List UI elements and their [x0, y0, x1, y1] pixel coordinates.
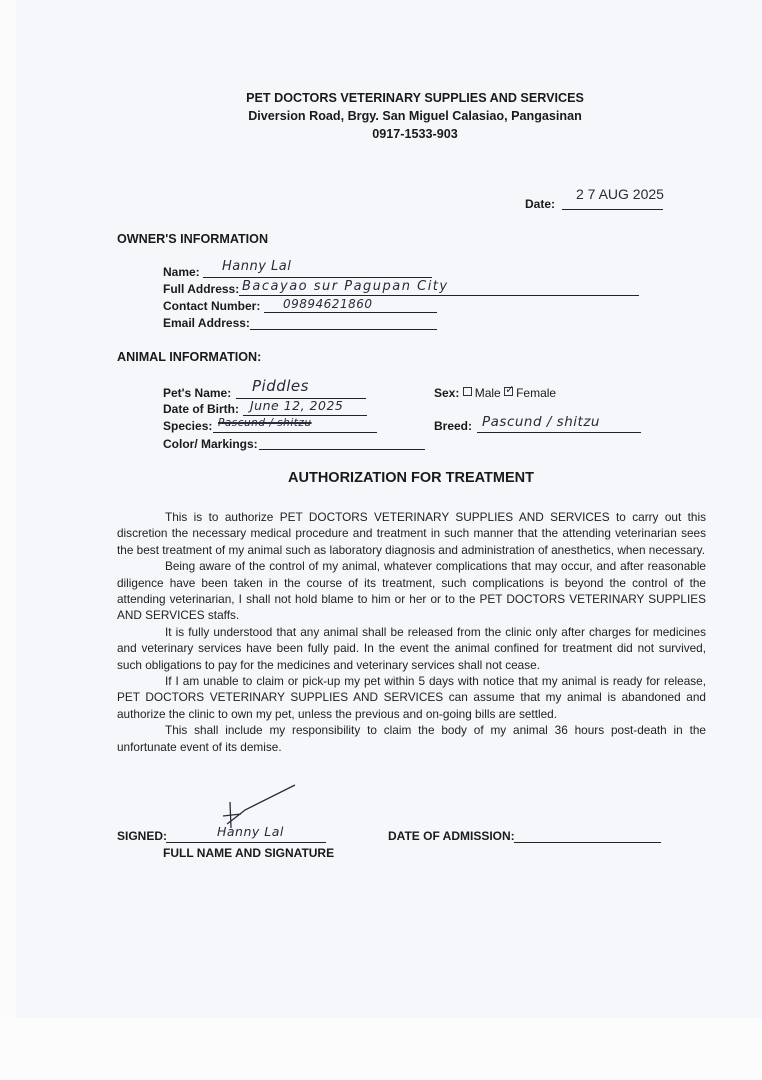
authorization-paragraph: This is to authorize PET DOCTORS VETERINARY SUPPLIES AND SERVICES to carry out this discretion the necessary medical procedure and treatment in such manner that the attending veterinarian sees the best treatment of my animal such as laboratory diagnosis and administration of anesthetics, when necessary.: [117, 510, 706, 557]
email-address-label: Email Address:: [163, 316, 250, 330]
pet-name-label: Pet's Name:: [163, 386, 232, 400]
date-field[interactable]: 2 7 AUG 2025: [576, 186, 664, 202]
full-address-line: [239, 295, 639, 296]
owner-name-field[interactable]: Hanny Lal: [222, 259, 292, 274]
dob-line: [243, 415, 367, 416]
date-label: Date:: [525, 197, 556, 211]
authorization-title: AUTHORIZATION FOR TREATMENT: [288, 470, 534, 486]
species-label: Species:: [163, 419, 213, 433]
breed-line: [477, 432, 641, 433]
breed-field[interactable]: Pascund / shitzu: [482, 414, 600, 430]
date-of-admission-line: [514, 842, 661, 843]
name-line: [203, 277, 432, 278]
breed-label: Breed:: [434, 419, 473, 433]
date-line: [562, 209, 663, 210]
contact-number-field[interactable]: 09894621860: [283, 297, 373, 311]
business-name: PET DOCTORS VETERINARY SUPPLIES AND SERVICES: [246, 91, 584, 105]
business-address: Diversion Road, Brgy. San Miguel Calasiao, Pangasinan: [248, 109, 582, 123]
business-phone: 0917-1533-903: [372, 127, 458, 141]
color-markings-label: Color/ Markings:: [163, 437, 258, 451]
name-label: Name:: [163, 265, 200, 279]
dob-label: Date of Birth:: [163, 402, 239, 416]
dob-field[interactable]: June 12, 2025: [250, 398, 344, 413]
contact-number-label: Contact Number:: [163, 299, 261, 313]
species-field[interactable]: Pascund / shitzu: [218, 417, 312, 429]
pet-name-field[interactable]: Piddles: [252, 377, 309, 395]
sex-male-label: Male: [474, 386, 501, 400]
owner-section-title: OWNER'S INFORMATION: [117, 232, 269, 246]
sex-label: Sex:: [434, 386, 460, 400]
date-of-admission-label: DATE OF ADMISSION:: [388, 829, 515, 843]
signature-caption: FULL NAME AND SIGNATURE: [163, 846, 335, 860]
signature-field[interactable]: Hanny Lal: [217, 824, 284, 839]
animal-section-title: ANIMAL INFORMATION:: [117, 350, 262, 364]
email-address-line: [250, 329, 437, 330]
sex-female-label: Female: [516, 386, 557, 400]
scanner-bed-margin: [0, 1018, 762, 1080]
color-markings-line: [259, 449, 425, 450]
sex-female-checkbox[interactable]: [504, 384, 515, 396]
full-address-label: Full Address:: [163, 282, 240, 296]
sex-group: [434, 386, 556, 400]
check-mark-icon: ✓: [505, 384, 515, 396]
full-address-field[interactable]: Bacayao sur Pagupan City: [242, 279, 449, 294]
species-line: [213, 432, 377, 433]
sex-male-checkbox[interactable]: [463, 387, 472, 396]
authorization-paragraph: Being aware of the control of my animal, whatever complications that may occur, and after reasonable diligence have been taken in the course of its treatment, such complications is beyond the control of the attending veterinarian, I shall not hold blame to him or her or to the PET DOCTORS VETERINARY SUPPLIES AND SERVICES staffs.: [117, 559, 706, 623]
signed-label: SIGNED:: [117, 829, 168, 843]
signature-line: [166, 842, 326, 843]
authorization-paragraph: This shall include my responsibility to claim the body of my animal 36 hours post-death in the unfortunate event of its demise.: [117, 723, 706, 754]
authorization-body: [117, 509, 706, 755]
authorization-paragraph: If I am unable to claim or pick-up my pet within 5 days with notice that my animal is ready for release, PET DOCTORS VETERINARY SUPPLIES AND SERVICES can assume that my animal is abandoned and authorize the clinic to own my pet, unless the previous and on-going bills are settled.: [117, 674, 706, 721]
authorization-paragraph: It is fully understood that any animal shall be released from the clinic only after charges for medicines and veterinary services have been fully paid. In the event the animal confined for treatment did not survived, such obligations to pay for the medicines and veterinary services shall not cease.: [117, 624, 706, 672]
contact-number-line: [264, 312, 437, 313]
